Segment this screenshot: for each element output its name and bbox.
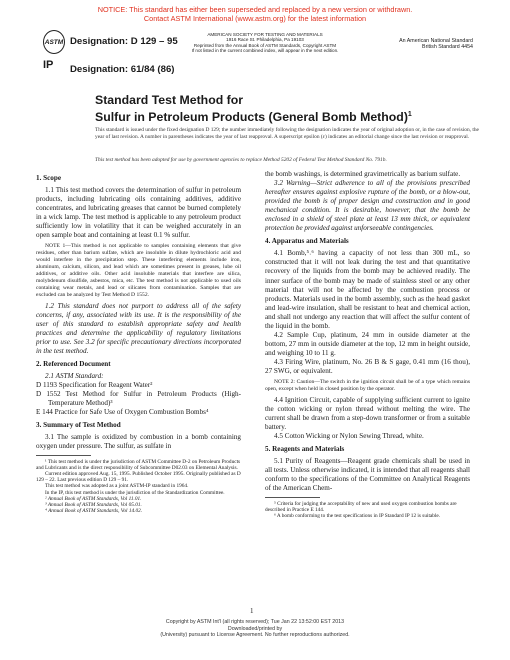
para-5-1: 5.1 Purity of Reagents—Reagent grade chemicals shall be used in all tests. Unless otherwise indicated, it is intended that all reagents shall conform to the specifications of the Committee on Analytical Reagents of the American Chem- bbox=[265, 457, 470, 493]
para-4-1: 4.1 Bomb,⁵˒⁶ having a capacity of not less than 300 mL, so constructed that it will not leak during the test and that quantitative recovery of the liquids from the bomb may be achieved readily. The inner surface of the bomb may be made of stainless steel or any other material that will not be affected by the combustion process or products. Materials used in the bomb assembly, such as the head gasket and lead-wire insulation, shall be resistant to heat and chemical action, and shall not undergo any reaction that will affect the sulfur content of the liquid in the bomb. bbox=[265, 249, 470, 330]
para-1-1: 1.1 This test method covers the determination of sulfur in petroleum products, including lubricating oils containing additives, additive concentrates, and lubricating greases that cannot be burned completely in a wick lamp. The test method is applicable to any petroleum product sufficiently low in volatility that it can be weighed accurately in an open sample boat and containing at least 0.1 % sulfur. bbox=[36, 186, 241, 240]
page-number: 1 bbox=[250, 607, 254, 615]
right-column bbox=[265, 170, 470, 519]
note-1: NOTE 1—This method is not applicable to samples containing elements that give residues, other than barium sulfate, which are insoluble in dilute hydrochloric acid and would interfere in the precipitation step. These interfering elements include iron, aluminum, calcium, silicon, and lead which are sometimes present in greases, lube oil additives, or additive oils. Other acid insoluble materials that interfere are silica, molybdenum disulfide, asbestos, mica, etc. The test method is not applicable to used oils containing wear metals, and lead or silicates from contamination. Samples that are excluded can be analyzed by Test Method D 1552. bbox=[36, 243, 241, 298]
ref-d1193: D 1193 Specification for Reagent Water² bbox=[36, 380, 153, 389]
section-4-heading: 4. Apparatus and Materials bbox=[265, 237, 349, 246]
note-2: NOTE 2: Caution—The switch in the ignition circuit shall be of a type which remains open, except when held in closed position by the operator. bbox=[265, 379, 470, 392]
footnote-1c: This test method was adopted as a joint ASTM-IP standard in 1964. bbox=[45, 483, 189, 490]
copyright-footer: Copyright by ASTM Int'l (all rights reserved); Tue Jan 22 13:52:00 EST 2013 Downloaded/printed by (University) pursuant to License Agreement. No further reproductions authorized. bbox=[160, 619, 350, 638]
designation-intro: This standard is issued under the fixed designation D 129; the number immediately following the designation indicates the year of original adoption or, in the case of revision, the year of last revision. A number in parentheses indicates the year of last reapproval. A superscript epsilon (ε) indicates an editorial change since the last revision or reapproval. bbox=[95, 127, 479, 140]
ref-e144: E 144 Practice for Safe Use of Oxygen Combustion Bombs⁴ bbox=[36, 408, 209, 417]
para-4-3: 4.3 Firing Wire, platinum, No. 26 B & S gage, 0.41 mm (16 thou), 27 SWG, or equivalent. bbox=[265, 357, 470, 375]
footnote-divider bbox=[36, 455, 91, 456]
para-3-1: 3.1 The sample is oxidized by combustion in a bomb containing oxygen under pressure. The sulfur, as sulfate in bbox=[36, 433, 241, 451]
designation-ip: Designation: 61/84 (86) bbox=[70, 64, 175, 75]
footnote-3: ³ Annual Book of ASTM Standards, Vol 05.01. bbox=[45, 501, 142, 508]
notice-line-1: NOTICE: This standard has either been superseded and replaced by a new version or withdrawn. bbox=[97, 5, 413, 14]
footnote-4: ⁴ Annual Book of ASTM Standards, Vol 14.02. bbox=[45, 507, 143, 514]
supersede-notice bbox=[0, 5, 510, 23]
section-5-heading: 5. Reagents and Materials bbox=[265, 445, 345, 454]
footnote-1d: In the IP, this test method is under the jurisdiction of the Standardization Committee. bbox=[45, 489, 225, 496]
para-1-2: 1.2 This standard does not purport to address all of the safety concerns, if any, associated with its use. It is the responsibility of the user of this standard to establish appropriate safety and health practices and determine the applicability of regulatory limitations prior to use. See 3.2 for specific precautionary directions incorporated in the test method. bbox=[36, 301, 241, 355]
footnote-5: ⁵ Criteria for judging the acceptability of new and used oxygen combustion bombs are described in Practice E 144. bbox=[265, 501, 457, 514]
society-block: AMERICAN SOCIETY FOR TESTING AND MATERIALS 1916 Race St. Philadelphia, Pa 19103 Reprinted from the Annual Book of ASTM Standards, Copyright ASTM If not listed in the current combined index, will appear in the next edition. bbox=[191, 32, 339, 54]
document-title: Standard Test Method for Sulfur in Petroleum Products (General Bomb Method)$^1$ bbox=[95, 93, 412, 124]
para-3-2: 3.2 Warning—Strict adherence to all of the provisions prescribed hereafter ensures against explosive rupture of the bomb, or a blow-out, provided the bomb is of proper design and construction and in good mechanical condition. It is desirable, however, that the bomb be enclosed in a shield of steel plate at least 13 mm thick, or equivalent protection be provided against unforseeable contingencies. bbox=[265, 179, 470, 233]
footnote-divider-right bbox=[265, 497, 320, 498]
left-column bbox=[36, 170, 241, 514]
designation-astm: Designation: D 129 – 95 bbox=[70, 36, 178, 47]
para-4-4: 4.4 Ignition Circuit, capable of supplying sufficient current to ignite the cotton wicking or nylon thread without melting the wire. The current shall be drawn from a step-down transformer or from a suitable battery. bbox=[265, 395, 470, 431]
para-3-1-cont: the bomb washings, is determined gravimetrically as barium sulfate. bbox=[265, 170, 461, 178]
national-standard-block: An American National Standard British Standard 4454 bbox=[399, 38, 473, 51]
footnote-6: ⁶ A bomb conforming to the test specifications in IP Standard IP 12 is suitable. bbox=[274, 513, 441, 520]
section-1-heading: 1. Scope bbox=[36, 174, 61, 182]
ip-logo-icon: IP bbox=[43, 59, 54, 71]
notice-line-2: Contact ASTM International (www.astm.org) for the latest information bbox=[143, 14, 367, 23]
footnote-2: ² Annual Book of ASTM Standards, Vol 11.01. bbox=[45, 495, 142, 502]
para-2-1: 2.1 ASTM Standard: bbox=[45, 371, 104, 380]
adoption-note: This test method has been adopted for use by government agencies to replace Method 5202 of Federal Test Method Standard No. 791b. bbox=[95, 157, 387, 163]
footnote-1: ¹ This test method is under the jurisdiction of ASTM Committee D-2 on Petroleum Products and Lubricants and is the direct responsibility of Subcommittee D02.03 on Elemental Analysis. bbox=[36, 459, 241, 472]
ref-d1552: D 1552 Test Method for Sulfur in Petroleum Products (High-Temperature Method)³ bbox=[36, 390, 241, 408]
section-2-heading: 2. Referenced Document bbox=[36, 359, 111, 368]
para-4-2: 4.2 Sample Cup, platinum, 24 mm in outside diameter at the bottom, 27 mm in outside diameter at the top, 12 mm in height outside, and weighing 10 to 11 g. bbox=[265, 330, 470, 357]
astm-logo-icon: ASTM bbox=[43, 30, 65, 54]
section-3-heading: 3. Summary of Test Method bbox=[36, 421, 121, 430]
footnote-1b: Current edition approved Aug. 15, 1995. Published October 1995. Originally published as D 129 – 22. Last previous edition D 129 – 91. bbox=[36, 471, 241, 484]
para-4-5: 4.5 Cotton Wicking or Nylon Sewing Thread, white. bbox=[274, 432, 424, 441]
